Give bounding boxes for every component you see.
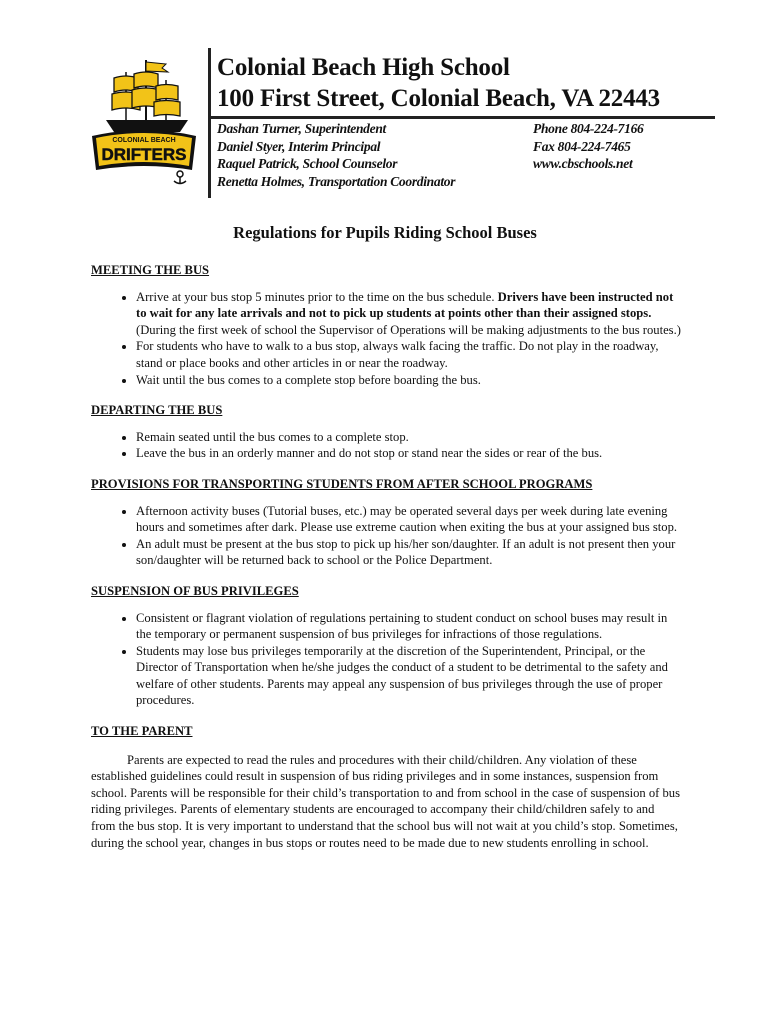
list-item: • Remain seated until the bus comes to a complete stop.	[136, 429, 681, 446]
item-text: (During the first week of school the Supervisor of Operations will be making adjustments to the bus routes.)	[136, 322, 681, 337]
item-text: Arrive at your bus stop 5 minutes prior to the time on the bus schedule.	[136, 289, 498, 304]
letterhead-horizontal-rule	[211, 116, 715, 119]
section-heading-parent: TO THE PARENT	[91, 724, 193, 739]
staff-transportation: Renetta Holmes, Transportation Coordinator	[217, 173, 456, 189]
item-text-bold: Drivers have been instructed not to wait for any late arrivals and not to pick up students at points other than their assigned stops.	[136, 289, 674, 321]
letterhead-vertical-rule	[208, 48, 211, 198]
suspension-list	[91, 610, 681, 710]
logo-text-main: DRIFTERS	[101, 145, 187, 164]
school-address: 100 First Street, Colonial Beach, VA 22443	[217, 85, 660, 112]
section-heading-suspension: SUSPENSION OF BUS PRIVILEGES	[91, 583, 299, 598]
fax-number: Fax 804-224-7465	[533, 138, 631, 154]
departing-list	[91, 429, 681, 462]
staff-superintendent: Dashan Turner, Superintendent	[217, 121, 386, 136]
logo-text-top: COLONIAL BEACH	[112, 137, 176, 144]
school-name: Colonial Beach High School	[217, 54, 510, 81]
contact-info	[533, 120, 643, 173]
list-item	[136, 289, 681, 339]
staff-principal: Daniel Styer, Interim Principal	[217, 138, 381, 154]
list-item: • Afternoon activity buses (Tutorial buses, etc.) may be operated several days per week during late evening hours and sometimes after dark. Please use extreme caution when exiting the bus at your assigned bus stop.	[136, 503, 681, 536]
phone-number: Phone 804-224-7166	[533, 121, 644, 136]
section-heading-departing: DEPARTING THE BUS	[91, 403, 223, 418]
document-body	[91, 262, 681, 851]
list-item: • Leave the bus in an orderly manner and do not stop or stand near the sides or rear of the bus.	[136, 445, 681, 462]
drifters-ship-logo-icon	[88, 58, 200, 186]
website-link[interactable]: www.cbschools.net	[533, 156, 633, 171]
list-item: • Students may lose bus privileges temporarily at the discretion of the Superintendent, Principal, or the Director of Transportation when he/she judges the conduct of a student to be detrimental to the safety and welfare of other students. Parents may appeal any suspension of bus privileges through the use of proper procedures.	[136, 643, 681, 709]
parent-paragraph: Parents are expected to read the rules and procedures with their child/children. Any violation of these established guidelines could result in suspension of bus riding privileges and in some instances, suspension from school. Parents will be responsible for their child’s transportation to and from school in the case of suspension of bus riding privileges. Parents of elementary students are encouraged to accompany their child/children safely to and from the bus stop. It is very important to understand that the school bus will not wait at you child’s stop. Sometimes, during the school year, changes in bus stops or routes need to be made due to new students enrolling in school.	[91, 752, 680, 850]
section-heading-meeting: MEETING THE BUS	[91, 263, 210, 277]
list-item: • Consistent or flagrant violation of regulations pertaining to student conduct on school buses may result in the temporary or permanent suspension of bus privileges for infractions of those regulations.	[136, 610, 681, 643]
meeting-list	[91, 289, 681, 389]
document-title: Regulations for Pupils Riding School Buses	[233, 223, 537, 242]
list-item: • For students who have to walk to a bus stop, always walk facing the traffic. Do not play in the roadway, stand or place books and other articles in or near the roadway.	[136, 338, 681, 371]
section-heading-provisions: PROVISIONS FOR TRANSPORTING STUDENTS FROM AFTER SCHOOL PROGRAMS	[91, 476, 593, 491]
staff-counselor: Raquel Patrick, School Counselor	[217, 156, 398, 171]
provisions-list	[91, 503, 681, 569]
list-item: • Wait until the bus comes to a complete stop before boarding the bus.	[136, 372, 681, 389]
list-item: • An adult must be present at the bus stop to pick up his/her son/daughter. If an adult is not present then your son/daughter will be returned back to school or the Police Department.	[136, 536, 681, 569]
staff-list	[217, 120, 455, 190]
